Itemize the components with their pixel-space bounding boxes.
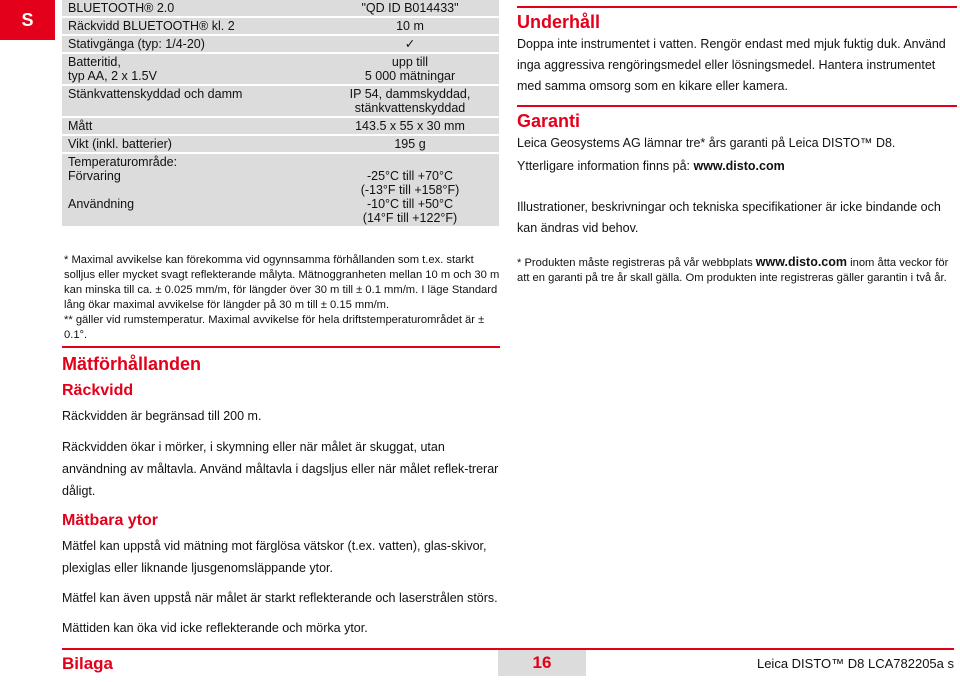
surfaces-paragraph-1: Mätfel kan uppstå vid mätning mot färglösa vätskor (t.ex. vatten), glas-skivor, plexiglas eller liknande ljusgenomsläppande ytor. (62, 539, 487, 575)
technical-data-table (62, 0, 499, 228)
spec-row (62, 35, 499, 53)
right-column (517, 6, 957, 286)
spec-label: Temperaturområde: Förvaring Användning (62, 153, 321, 227)
surfaces-title: Mätbara ytor (62, 512, 159, 529)
section-divider (62, 346, 500, 348)
warranty-info-line (517, 156, 957, 177)
spec-value: 10 m (321, 17, 499, 35)
footer-section-label: Bilaga (62, 654, 114, 673)
spec-row (62, 53, 499, 85)
range-paragraph-2: Räckvidden ökar i mörker, i skymning eller när målet är skuggat, utan användning av måltavla. Använd måltavla i dagsljus eller när målet reflek-trerar dåligt. (62, 440, 499, 498)
spec-label: Batteritid, typ AA, 2 x 1.5V (62, 53, 321, 85)
spec-row (62, 17, 499, 35)
section-divider (517, 105, 957, 107)
registration-link[interactable]: www.disto.com (755, 255, 848, 269)
maintenance-title: Underhåll (517, 12, 601, 32)
spec-value: -25°C till +70°C (-13°F till +158°F) -10°C till +50°C (14°F till +122°F) (321, 153, 499, 227)
disclaimer-text: Illustrationer, beskrivningar och tekniska specifikationer är icke bindande och kan ändras vid behov. (517, 200, 941, 235)
spec-label: Stänkvattenskyddad och damm (62, 85, 321, 117)
warranty-title: Garanti (517, 111, 581, 131)
measuring-conditions-title: Mätförhållanden (62, 354, 202, 374)
spec-row (62, 85, 499, 117)
spec-label: Räckvidd BLUETOOTH® kl. 2 (62, 17, 321, 35)
maintenance-text: Doppa inte instrumentet i vatten. Rengör endast med mjuk fuktig duk. Använd inga aggressiva rengöringsmedel eller lösningsmedel. Hantera instrumentet med samma omsorg som en kikare eller kamera. (517, 37, 946, 93)
surfaces-paragraph-3: Mättiden kan öka vid icke reflekterande och mörka ytor. (62, 621, 368, 635)
spec-row (62, 153, 499, 227)
spec-value: 143.5 x 55 x 30 mm (321, 117, 499, 135)
website-link[interactable]: www.disto.com (693, 159, 785, 173)
page-footer (62, 648, 954, 676)
spec-row (62, 117, 499, 135)
spec-value: 195 g (321, 135, 499, 153)
spec-value: ✓ (321, 35, 499, 53)
spec-value: IP 54, dammskyddad, stänkvattenskyddad (321, 85, 499, 117)
spec-value: upp till 5 000 mätningar (321, 53, 499, 85)
page-number: 16 (498, 650, 586, 676)
range-title: Räckvidd (62, 382, 134, 399)
warranty-info-prefix: Ytterligare information finns på: (517, 159, 694, 173)
footnotes (64, 253, 500, 343)
footer-product-code: Leica DISTO™ D8 LCA782205a s (756, 656, 954, 671)
range-paragraph-1: Räckvidden är begränsad till 200 m. (62, 409, 262, 423)
footnote-accuracy: * Maximal avvikelse kan förekomma vid ogynnsamma förhållanden som t.ex. starkt solljus eller mycket svagt reflekterande målyta. Mätnoggranheten mellan 10 m och 30 m kan minska till ca. ± 0.025 mm/m, för längder över 30 m till ± 0.1 mm/m. I läge Standard lång ökar maximal avvikelse för längder på 30 m till ± 0.15 mm/m. (64, 254, 500, 311)
registration-note-prefix: * Produkten måste registreras på vår webbplats (517, 257, 756, 269)
spec-label: BLUETOOTH® 2.0 (62, 0, 321, 17)
spec-label: Vikt (inkl. batterier) (62, 135, 321, 153)
spec-label: Mått (62, 117, 321, 135)
spec-row (62, 0, 499, 17)
registration-note-suffix: inom åtta veckor för att en garanti på tre år skall gälla. Om produkten inte registreras gäller garantin i två år. (517, 257, 949, 284)
surfaces-paragraph-2: Mätfel kan även uppstå när målet är starkt reflekterande och laserstrålen störs. (62, 591, 498, 605)
spec-value: "QD ID B014433" (321, 0, 499, 17)
language-tab: S (0, 0, 55, 40)
measuring-conditions-section (62, 346, 500, 639)
spec-label: Stativgänga (typ: 1/4-20) (62, 35, 321, 53)
registration-note (517, 255, 957, 286)
spec-row (62, 135, 499, 153)
footnote-temperature: ** gäller vid rumstemperatur. Maximal avvikelse för hela driftstemperaturområdet är ± 0.1°. (64, 314, 485, 341)
warranty-text: Leica Geosystems AG lämnar tre* års garanti på Leica DISTO™ D8. (517, 136, 896, 150)
section-divider (517, 6, 957, 8)
